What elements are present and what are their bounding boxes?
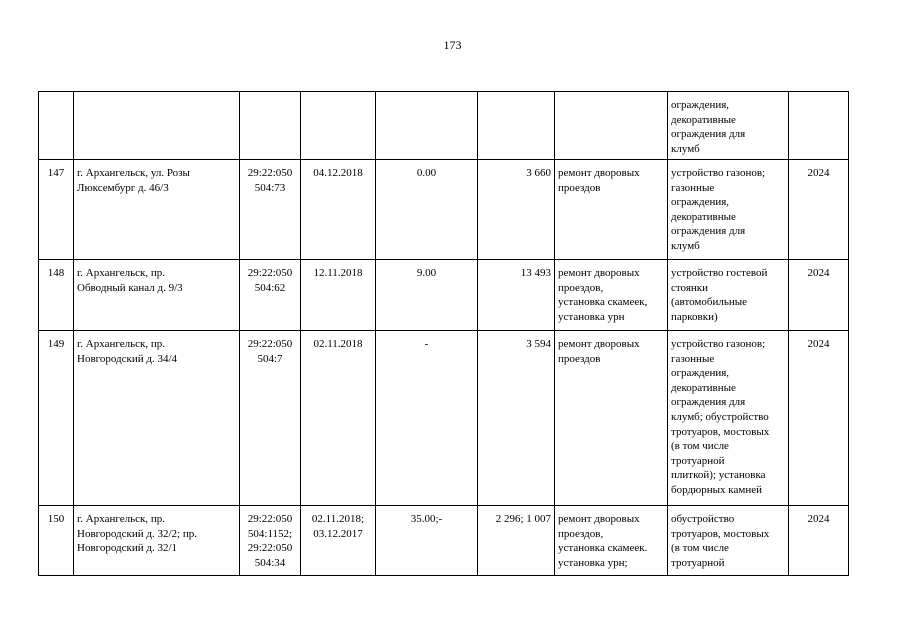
- cell-line: Люксембург д. 46/3: [77, 181, 169, 194]
- cell-line: обустройство: [671, 513, 735, 525]
- cell-line: установка скамеек,: [558, 296, 648, 309]
- cell-line: устройство гостевой: [671, 267, 768, 279]
- cell-area: -: [376, 331, 478, 506]
- cell-line: 504:34: [254, 556, 286, 569]
- cell-line: г. Архангельск, пр.: [77, 338, 165, 350]
- cell-cost: 13 493: [478, 260, 555, 331]
- cell-line: 12.11.2018: [313, 267, 363, 279]
- cell-address: [74, 92, 240, 160]
- cell-line: декоративные: [671, 113, 736, 126]
- cell-year: 2024: [789, 506, 849, 576]
- table-body: [39, 92, 849, 576]
- cell-cadastral-number: [240, 260, 301, 331]
- cell-line: плиткой); установка: [671, 469, 766, 482]
- cell-number: [39, 92, 74, 160]
- cell-main-work: [555, 506, 668, 576]
- cell-line: ремонт дворовых: [558, 167, 640, 179]
- cell-area: 9.00: [376, 260, 478, 331]
- cell-line: (в том числе: [671, 542, 729, 555]
- cell-line: устройство газонов;: [671, 167, 766, 179]
- cell-line: клумб: [671, 142, 700, 155]
- cell-line: ограждения,: [671, 196, 730, 209]
- cell-date: [301, 506, 376, 576]
- cell-number: 148: [39, 260, 74, 331]
- cell-line: 02.11.2018;: [311, 513, 365, 525]
- cell-line: декоративные: [671, 210, 736, 223]
- cell-line: Обводный канал д. 9/3: [77, 281, 183, 294]
- cell-year: [789, 92, 849, 160]
- cell-line: Новгородский д. 34/4: [77, 352, 178, 365]
- cell-line: декоративные: [671, 381, 736, 394]
- cell-line: тротуаров, мостовых: [671, 527, 770, 540]
- table-row: [39, 506, 849, 576]
- cell-number: 147: [39, 160, 74, 260]
- cell-line: установка урн;: [558, 556, 628, 569]
- cell-line: газонные: [671, 352, 715, 365]
- cell-line: ремонт дворовых: [558, 338, 640, 350]
- cell-line: (автомобильные: [671, 296, 748, 309]
- cell-line: г. Архангельск, пр.: [77, 267, 165, 279]
- cell-line: установка скамеек.: [558, 542, 648, 555]
- cell-cadastral-number: [240, 506, 301, 576]
- cell-cost: 3 594: [478, 331, 555, 506]
- cell-additional-work: [668, 160, 789, 260]
- cell-line: (в том числе: [671, 440, 729, 453]
- cell-line: проездов,: [558, 527, 604, 540]
- cell-main-work: [555, 260, 668, 331]
- cell-date: [301, 331, 376, 506]
- cell-date: [301, 160, 376, 260]
- cell-line: газонные: [671, 181, 715, 194]
- cell-line: тротуаров, мостовых: [671, 425, 770, 438]
- cell-line: 29:22:050: [247, 267, 293, 279]
- cell-line: 29:22:050: [247, 542, 293, 555]
- cell-line: 504:62: [254, 281, 286, 294]
- cell-line: установка урн: [558, 310, 625, 323]
- cell-line: стоянки: [671, 281, 709, 294]
- cell-main-work: [555, 331, 668, 506]
- cell-line: Новгородский д. 32/1: [77, 542, 178, 555]
- cell-cadastral-number: [240, 331, 301, 506]
- cell-line: клумб; обустройство: [671, 410, 769, 423]
- cell-address: [74, 331, 240, 506]
- cell-address: [74, 506, 240, 576]
- cell-line: ограждения для: [671, 128, 746, 141]
- cell-date: [301, 92, 376, 160]
- cell-area: [376, 92, 478, 160]
- cell-line: ремонт дворовых: [558, 513, 640, 525]
- cell-line: ограждения,: [671, 99, 730, 111]
- cell-line: устройство газонов;: [671, 338, 766, 350]
- cell-address: [74, 260, 240, 331]
- cell-additional-work: [668, 92, 789, 160]
- cell-number: 149: [39, 331, 74, 506]
- page-number: 173: [443, 38, 462, 52]
- cell-line: 03.12.2017: [313, 527, 363, 540]
- cell-line: 504:73: [254, 181, 286, 194]
- cell-line: проездов: [558, 352, 601, 365]
- cell-area: 0.00: [376, 160, 478, 260]
- cell-additional-work: [668, 260, 789, 331]
- cell-line: парковки): [671, 310, 718, 323]
- cell-line: 02.11.2018: [313, 338, 363, 350]
- cell-cadastral-number: [240, 92, 301, 160]
- cell-line: 504:1152;: [247, 527, 293, 540]
- table-row: [39, 92, 849, 160]
- cell-line: ремонт дворовых: [558, 267, 640, 279]
- cell-cost: [478, 92, 555, 160]
- cell-line: ограждения,: [671, 367, 730, 380]
- table-row: [39, 331, 849, 506]
- cell-line: ограждения для: [671, 225, 746, 238]
- cell-address: [74, 160, 240, 260]
- cell-line: г. Архангельск, пр.: [77, 513, 165, 525]
- cell-additional-work: [668, 506, 789, 576]
- cell-line: проездов,: [558, 281, 604, 294]
- cell-additional-work: [668, 331, 789, 506]
- cell-date: [301, 260, 376, 331]
- cell-main-work: [555, 92, 668, 160]
- cell-line: 04.12.2018: [313, 167, 363, 179]
- cell-line: г. Архангельск, ул. Розы: [77, 167, 190, 179]
- table-row: [39, 160, 849, 260]
- cell-line: тротуарной: [671, 454, 725, 467]
- cell-line: проездов: [558, 181, 601, 194]
- cell-line: ограждения для: [671, 396, 746, 409]
- cell-cost: 3 660: [478, 160, 555, 260]
- cell-line: 29:22:050: [247, 167, 293, 179]
- cell-line: 504:7: [257, 352, 283, 365]
- cell-line: 29:22:050: [247, 338, 293, 350]
- cell-year: 2024: [789, 260, 849, 331]
- cell-line: Новгородский д. 32/2; пр.: [77, 527, 198, 540]
- cell-main-work: [555, 160, 668, 260]
- cell-cost: 2 296; 1 007: [478, 506, 555, 576]
- records-table: [38, 91, 849, 576]
- table-row: [39, 260, 849, 331]
- cell-line: тротуарной: [671, 556, 725, 569]
- cell-cadastral-number: [240, 160, 301, 260]
- cell-line: клумб: [671, 239, 700, 252]
- cell-area: 35.00;-: [376, 506, 478, 576]
- cell-year: 2024: [789, 331, 849, 506]
- cell-line: бордюрных камней: [671, 483, 762, 496]
- cell-line: 29:22:050: [247, 513, 293, 525]
- cell-year: 2024: [789, 160, 849, 260]
- cell-number: 150: [39, 506, 74, 576]
